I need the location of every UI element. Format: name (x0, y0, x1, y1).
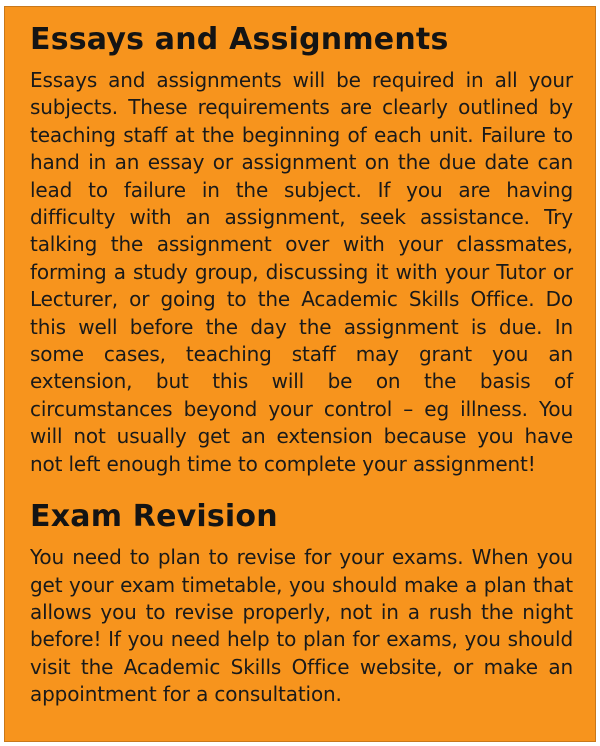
exam-revision-heading: Exam Revision (30, 499, 278, 535)
info-panel (4, 6, 596, 742)
exam-revision-body: You need to plan to revise for your exams. When you get your exam timetable, you should make a plan that allows you to revise properly, not in a rush the night before! If you need help to plan for exams, you should visit the Academic Skills Office website, or make an appointment for a consultation. (30, 545, 573, 707)
essays-heading: Essays and Assignments (30, 22, 449, 57)
essays-body: Essays and assignments will be required in all your subjects. These requirements are clearly outlined by teaching staff at the beginning of each unit. Failure to hand in an essay or assignment on the due date can lead to failure in the subject. If you are having difficulty with an assignment, seek assistance. Try talking the assignment over with your classmates, forming a study group, discussing it with your Tutor or Lecturer, or going to the Academic Skills Office. Do this well before the day the assignment is due. In some cases, teaching staff may grant you an extension, but this will be on the basis of circumstances beyond your control – eg illness. You will not usually get an extension because you have not left enough time to complete your assignment! (30, 68, 573, 476)
